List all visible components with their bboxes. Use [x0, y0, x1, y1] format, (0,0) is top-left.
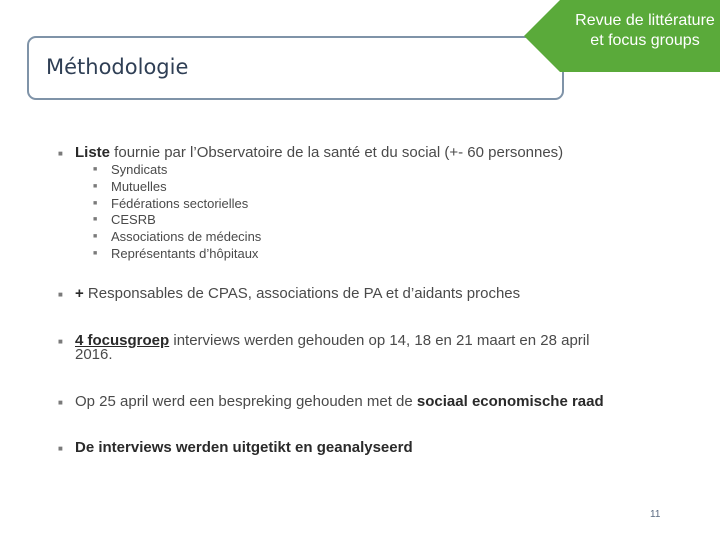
bullet-list-source: Liste fournie par l’Observatoire de la santé et du social (+- 60 personnes)	[75, 144, 564, 161]
page-number: 11	[650, 509, 661, 520]
bullet-marker: ■	[58, 290, 63, 299]
sub-item: Mutuelles	[111, 179, 167, 194]
bullet-focusgroep-line2: 2016.	[75, 346, 113, 363]
sub-item: CESRB	[111, 212, 156, 227]
sub-item: Représentants d’hôpitaux	[111, 246, 259, 261]
page-title: Méthodologie	[46, 55, 189, 79]
bullet-focusgroep: 4 focusgroep interviews werden gehouden op 14, 18 en 21 maart en 28 april	[75, 332, 590, 349]
sub-bullet-marker: ■	[93, 250, 98, 257]
sub-bullet-marker: ■	[93, 183, 98, 190]
bullet-marker: ■	[58, 149, 63, 158]
sub-item: Fédérations sectorielles	[111, 196, 249, 211]
sub-bullet-marker: ■	[93, 200, 98, 207]
bullet-marker: ■	[58, 337, 63, 346]
sub-bullet-marker: ■	[93, 166, 98, 173]
sub-bullet-marker: ■	[93, 216, 98, 223]
sub-bullet-marker: ■	[93, 233, 98, 240]
section-tag-label: Revue de littérature et focus groups	[575, 12, 715, 49]
bullet-marker: ■	[58, 444, 63, 453]
sub-item: Associations de médecins	[111, 229, 262, 244]
sub-item: Syndicats	[111, 162, 168, 177]
bullet-marker: ■	[58, 398, 63, 407]
bullet-interviews: De interviews werden uitgetikt en geanalyseerd	[75, 439, 413, 456]
bullet-bespreking: Op 25 april werd een bespreking gehouden met de sociaal economische raad	[75, 393, 604, 410]
bullet-responsables: + Responsables de CPAS, associations de PA et d’aidants proches	[75, 285, 521, 302]
